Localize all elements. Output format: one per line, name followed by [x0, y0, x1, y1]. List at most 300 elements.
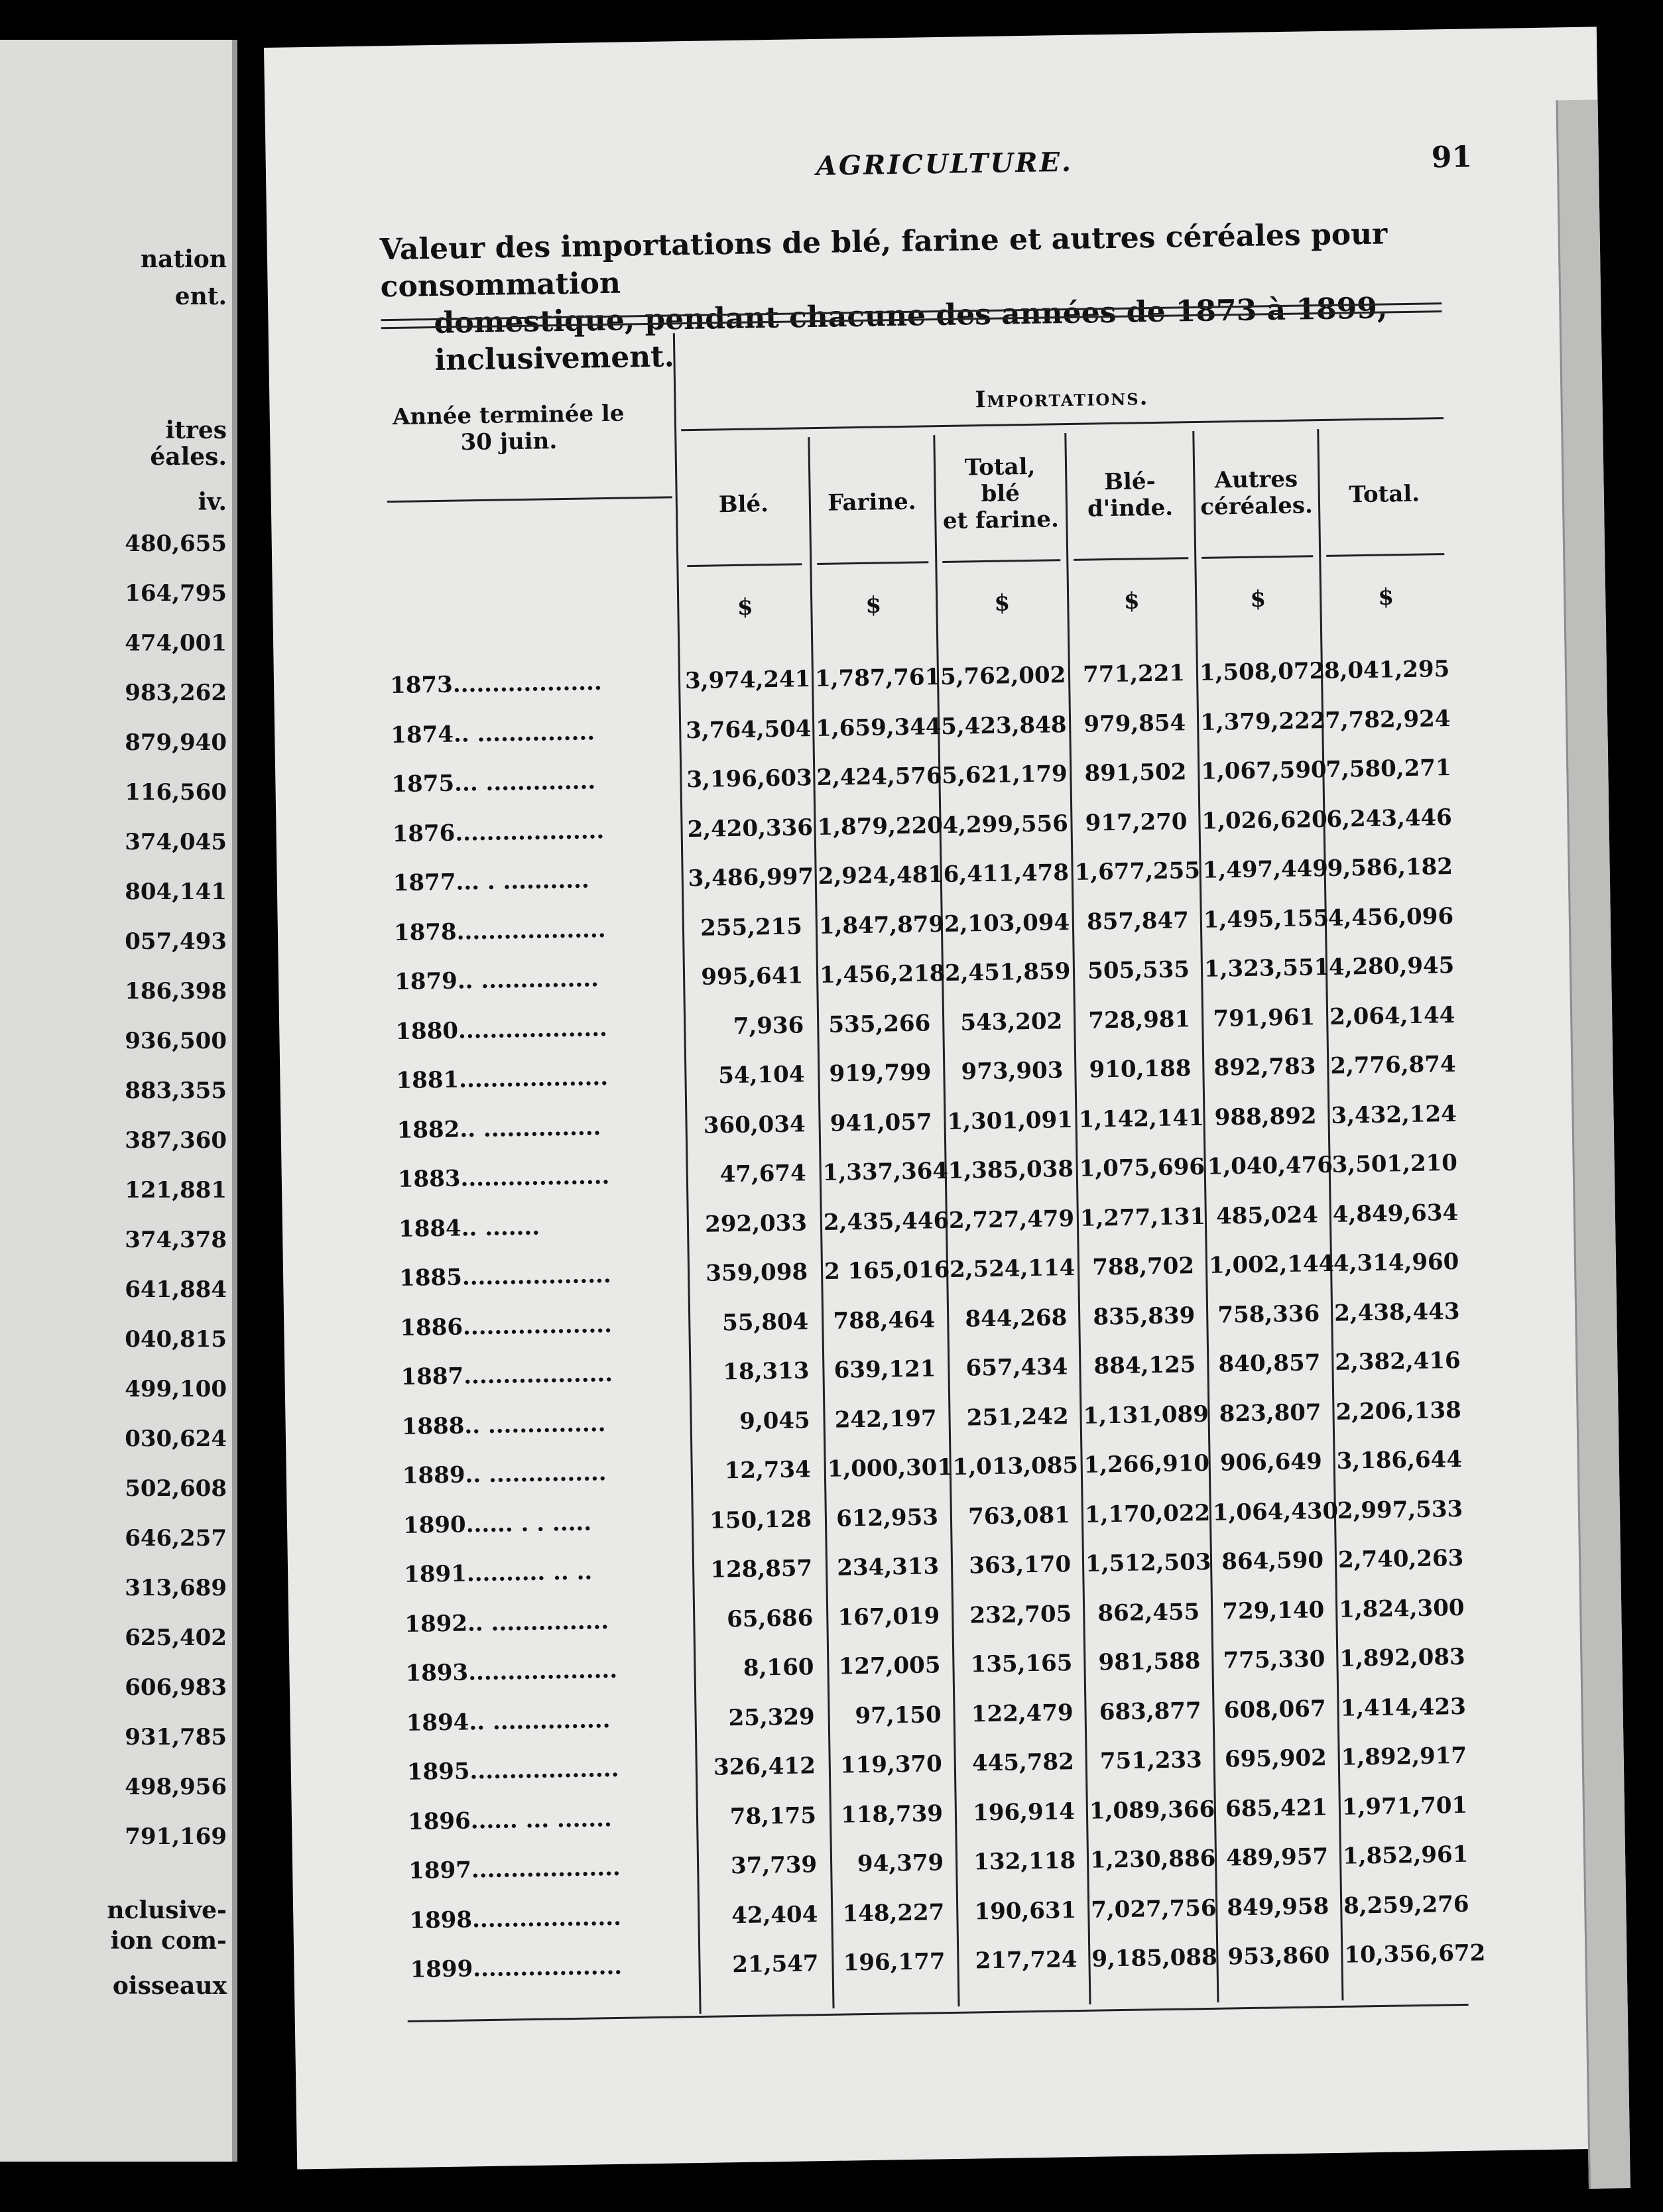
cell-1885-col-4: 788,702	[1091, 1253, 1195, 1281]
facing-header-2: ent.	[174, 282, 227, 310]
leader-dots: ...................	[462, 1262, 611, 1291]
facing-value: 374,045	[125, 829, 227, 855]
table-caption	[379, 215, 1442, 380]
cell-1893-col-3: 135,165	[970, 1650, 1073, 1678]
column-header-underline-1	[687, 563, 802, 567]
row-year-1894	[406, 1707, 610, 1737]
book-page	[264, 27, 1630, 2169]
cell-1889-col-2: 1,000,301	[827, 1453, 954, 1483]
year-label: 1895	[406, 1758, 470, 1786]
cell-1885-col-3: 2,524,114	[949, 1255, 1076, 1283]
cell-1894-col-1: 25,329	[728, 1703, 815, 1731]
cell-1894-col-4: 683,877	[1099, 1697, 1201, 1726]
year-label: 1874	[390, 721, 454, 749]
cell-1873-col-6: 8,041,295	[1324, 656, 1450, 684]
cell-1877-col-5: 1,497,449	[1202, 855, 1329, 884]
cell-1889-col-5: 906,649	[1219, 1448, 1323, 1477]
leader-dots: ...................	[463, 1360, 613, 1390]
cell-1874-col-4: 979,854	[1083, 709, 1186, 738]
column-header-4-line-1: Blé-	[1103, 467, 1156, 496]
facing-col-unit: iv.	[198, 488, 227, 516]
cell-1880-col-1: 7,936	[733, 1011, 804, 1040]
cell-1880-col-5: 791,961	[1213, 1003, 1316, 1032]
cell-1899-col-6: 10,356,672	[1344, 1939, 1486, 1969]
year-label: 1880	[395, 1017, 459, 1045]
cell-1877-col-3: 6,411,478	[943, 859, 1070, 889]
cell-1886-col-2: 788,464	[833, 1306, 936, 1335]
cell-1882-col-5: 988,892	[1214, 1102, 1317, 1131]
column-header-underline-4	[1074, 557, 1188, 561]
column-header-underline-6	[1326, 553, 1444, 557]
row-year-1885	[399, 1262, 611, 1292]
cell-1889-col-1: 12,734	[724, 1456, 812, 1485]
leader-dots: ...................	[460, 1163, 610, 1192]
cell-1884-col-2: 2,435,446	[823, 1207, 950, 1236]
year-label: 1887	[400, 1363, 464, 1391]
row-year-1876	[392, 818, 604, 847]
unit-label-1: $	[737, 593, 753, 621]
facing-value: 040,815	[125, 1326, 227, 1353]
facing-value: 374,378	[125, 1227, 227, 1253]
bottom-rule	[408, 2004, 1469, 2022]
leader-dots: ... ..............	[454, 768, 596, 797]
cell-1885-col-6: 4,314,960	[1333, 1248, 1459, 1277]
column-header-6	[1321, 480, 1447, 509]
cell-1888-col-3: 251,242	[966, 1402, 1069, 1432]
cell-1888-col-5: 823,807	[1219, 1398, 1322, 1428]
cell-1883-col-6: 3,501,210	[1331, 1149, 1458, 1178]
facing-footer-3: oisseaux	[112, 1972, 227, 2000]
row-year-1887	[400, 1361, 613, 1390]
row-year-1879	[395, 965, 599, 995]
year-label: 1877	[393, 869, 456, 897]
row-year-1880	[395, 1015, 607, 1045]
cell-1894-col-2: 97,150	[855, 1701, 942, 1729]
facing-value: 625,402	[125, 1625, 227, 1651]
column-header-3-line-1: Total,	[964, 453, 1036, 481]
column-header-2	[812, 488, 932, 517]
leader-dots: ...................	[472, 1953, 623, 1983]
unit-label-6: $	[1378, 584, 1394, 611]
cell-1898-col-1: 42,404	[731, 1900, 818, 1929]
year-underline	[387, 496, 672, 503]
cell-1876-col-6: 6,243,446	[1326, 804, 1453, 833]
cell-1892-col-3: 232,705	[969, 1600, 1072, 1629]
facing-value: 313,689	[125, 1575, 227, 1601]
cell-1875-col-5: 1,067,590	[1201, 756, 1327, 785]
facing-value: 804,141	[125, 879, 227, 905]
cell-1881-col-6: 2,776,874	[1330, 1050, 1456, 1079]
leader-dots: ...................	[467, 1656, 618, 1686]
cell-1890-col-5: 1,064,430	[1212, 1497, 1339, 1526]
column-header-2-line-1: Farine.	[827, 488, 916, 517]
cell-1885-col-5: 1,002,144	[1208, 1250, 1335, 1279]
facing-value: 936,500	[125, 1028, 227, 1054]
column-header-4-line-2: d'inde.	[1087, 494, 1174, 522]
cell-1881-col-4: 910,188	[1089, 1055, 1192, 1083]
cell-1882-col-2: 941,057	[830, 1108, 932, 1137]
cell-1886-col-4: 835,839	[1093, 1302, 1196, 1331]
cell-1873-col-2: 1,787,761	[814, 664, 941, 693]
leader-dots: ...................	[462, 1311, 613, 1341]
cell-1874-col-3: 5,423,848	[940, 711, 1067, 740]
facing-page	[0, 40, 237, 2162]
row-year-1883	[398, 1163, 610, 1193]
row-year-1899	[410, 1953, 622, 1983]
column-header-6-line-1: Total.	[1349, 480, 1420, 509]
cell-1893-col-1: 8,160	[743, 1654, 814, 1682]
facing-header-1: nation	[141, 245, 227, 273]
year-label: 1882	[397, 1116, 460, 1144]
year-label: 1889	[402, 1461, 465, 1489]
facing-value: 116,560	[125, 779, 227, 806]
cell-1888-col-1: 9,045	[739, 1406, 810, 1435]
year-label: 1883	[397, 1165, 461, 1194]
cell-1892-col-4: 862,455	[1097, 1598, 1200, 1627]
cell-1875-col-1: 3,196,603	[686, 765, 812, 794]
unit-label-4: $	[1123, 587, 1140, 615]
row-year-1878	[394, 916, 606, 946]
row-year-1892	[404, 1608, 609, 1638]
cell-1875-col-2: 2,424,576	[816, 763, 942, 792]
unit-label-5: $	[1250, 585, 1266, 613]
cell-1892-col-5: 729,140	[1222, 1596, 1325, 1625]
facing-value: 879,940	[125, 729, 227, 756]
year-label: 1873	[389, 671, 454, 700]
leader-dots: ...................	[454, 817, 605, 847]
cell-1895-col-5: 695,902	[1224, 1745, 1327, 1773]
facing-value: 883,355	[125, 1077, 227, 1104]
column-header-1	[682, 490, 806, 519]
cell-1887-col-1: 18,313	[723, 1357, 810, 1386]
year-label: 1894	[406, 1708, 469, 1737]
cell-1883-col-2: 1,337,364	[822, 1158, 949, 1186]
row-year-1884	[399, 1213, 540, 1242]
cell-1881-col-3: 973,903	[961, 1057, 1064, 1085]
row-year-1874	[391, 719, 595, 749]
cell-1890-col-2: 612,953	[835, 1503, 939, 1532]
row-year-1873	[390, 669, 602, 699]
cell-1883-col-3: 1,385,038	[948, 1156, 1074, 1185]
year-label: 1893	[405, 1659, 469, 1687]
leader-dots: .. ...............	[457, 965, 599, 995]
year-label: 1879	[394, 967, 458, 996]
year-header-line-2: 30 juin.	[460, 428, 558, 456]
cell-1894-col-3: 122,479	[971, 1699, 1074, 1728]
cell-1891-col-5: 864,590	[1221, 1547, 1324, 1575]
year-header	[385, 400, 631, 457]
year-label: 1888	[401, 1412, 465, 1440]
cell-1897-col-6: 1,852,961	[1342, 1841, 1469, 1870]
year-label: 1885	[399, 1264, 463, 1292]
facing-value: 646,257	[125, 1525, 227, 1552]
year-label: 1878	[393, 918, 457, 946]
cell-1899-col-4: 9,185,088	[1091, 1943, 1218, 1973]
cell-1884-col-4: 1,277,131	[1079, 1203, 1206, 1232]
cell-1886-col-3: 844,268	[965, 1304, 1068, 1333]
row-year-1893	[405, 1657, 617, 1687]
cell-1898-col-6: 8,259,276	[1343, 1890, 1469, 1920]
cell-1895-col-1: 326,412	[713, 1752, 816, 1781]
facing-value: 791,169	[125, 1823, 227, 1850]
cell-1879-col-2: 1,456,218	[819, 960, 946, 989]
cell-1887-col-2: 639,121	[833, 1355, 936, 1384]
group-underline	[681, 417, 1444, 431]
cell-1887-col-6: 2,382,416	[1335, 1347, 1461, 1376]
facing-col-2: éales.	[150, 443, 227, 471]
group-header: Importations.	[975, 384, 1149, 414]
row-year-1886	[400, 1311, 612, 1341]
cell-1876-col-2: 1,879,220	[817, 812, 944, 841]
column-header-3	[937, 453, 1064, 534]
cell-1897-col-5: 489,957	[1225, 1843, 1329, 1872]
cell-1887-col-4: 884,125	[1093, 1351, 1196, 1380]
cell-1880-col-6: 2,064,144	[1329, 1001, 1455, 1030]
cell-1890-col-4: 1,170,022	[1084, 1499, 1211, 1528]
cell-1895-col-3: 445,782	[971, 1749, 1075, 1777]
leader-dots: .. .......	[461, 1213, 540, 1242]
facing-value: 983,262	[125, 680, 227, 706]
leader-dots: ... . ...........	[456, 867, 589, 896]
year-label: 1890	[402, 1510, 466, 1539]
cell-1891-col-6: 2,740,263	[1337, 1544, 1464, 1573]
leader-dots: ...... . . .....	[465, 1509, 592, 1538]
cell-1876-col-4: 917,270	[1085, 808, 1188, 837]
cell-1894-col-5: 608,067	[1223, 1695, 1326, 1724]
cell-1898-col-2: 148,227	[842, 1898, 945, 1928]
cell-1883-col-1: 47,674	[719, 1160, 807, 1188]
cell-1879-col-4: 505,535	[1087, 956, 1190, 985]
cell-1895-col-2: 119,370	[839, 1751, 943, 1779]
cell-1878-col-1: 255,215	[700, 912, 803, 942]
unit-label-2: $	[865, 591, 882, 619]
facing-value: 387,360	[125, 1127, 227, 1154]
cell-1873-col-1: 3,974,241	[684, 666, 811, 695]
leader-dots: ...... ... .......	[470, 1805, 613, 1834]
cell-1889-col-3: 1,013,085	[952, 1451, 1079, 1481]
cell-1891-col-4: 1,512,503	[1085, 1548, 1211, 1577]
row-year-1896	[408, 1806, 612, 1835]
year-label: 1898	[409, 1906, 473, 1934]
facing-value: 030,624	[125, 1426, 227, 1452]
cell-1888-col-4: 1,131,089	[1083, 1400, 1209, 1430]
year-label: 1897	[408, 1857, 472, 1884]
page-number: 91	[1431, 140, 1473, 175]
year-label: 1884	[398, 1215, 462, 1243]
leader-dots: ...................	[469, 1755, 619, 1785]
row-year-1890	[403, 1509, 592, 1538]
cell-1881-col-5: 892,783	[1213, 1053, 1316, 1081]
column-header-underline-2	[817, 561, 928, 565]
leader-dots: ...................	[471, 1854, 621, 1884]
cell-1874-col-2: 1,659,344	[815, 713, 942, 742]
year-label: 1886	[400, 1314, 463, 1341]
row-year-1888	[401, 1410, 605, 1440]
cell-1885-col-1: 359,098	[706, 1259, 808, 1287]
cell-1879-col-5: 1,323,551	[1203, 953, 1330, 983]
cell-1887-col-3: 657,434	[965, 1353, 1068, 1382]
facing-value: 502,608	[125, 1475, 227, 1502]
cell-1876-col-1: 2,420,336	[687, 814, 814, 843]
leader-dots: .......... .. ..	[466, 1558, 593, 1587]
leader-dots: .. ...............	[453, 718, 595, 748]
cell-1878-col-3: 2,103,094	[944, 908, 1070, 938]
leader-dots: ...................	[456, 916, 606, 946]
cell-1880-col-3: 543,202	[960, 1007, 1063, 1036]
cell-1880-col-4: 728,981	[1088, 1005, 1191, 1034]
caption-line-2: domestique, pendant chacune des années de 1873 à 1899, inclusivement.	[434, 291, 1388, 378]
cell-1874-col-6: 7,782,924	[1324, 705, 1451, 734]
cell-1891-col-1: 128,857	[710, 1555, 813, 1583]
column-header-underline-3	[942, 559, 1060, 563]
year-label: 1891	[403, 1560, 467, 1588]
year-header-line-1: Année terminée le	[392, 400, 625, 431]
cell-1896-col-4: 1,089,366	[1089, 1796, 1215, 1825]
cell-1886-col-5: 758,336	[1217, 1300, 1320, 1329]
row-year-1881	[396, 1064, 608, 1094]
cell-1887-col-5: 840,857	[1218, 1349, 1321, 1378]
row-year-1898	[409, 1904, 621, 1934]
facing-value: 186,398	[125, 978, 227, 1005]
cell-1894-col-6: 1,414,423	[1340, 1693, 1467, 1722]
row-year-1889	[402, 1459, 607, 1489]
cell-1886-col-1: 55,804	[721, 1308, 809, 1336]
cell-1884-col-5: 485,024	[1215, 1201, 1319, 1230]
cell-1893-col-4: 981,588	[1098, 1648, 1201, 1676]
cell-1892-col-2: 167,019	[837, 1602, 940, 1631]
facing-col-1: itres	[165, 416, 227, 444]
leader-dots: .. ...............	[465, 1459, 607, 1489]
cell-1875-col-6: 7,580,271	[1325, 755, 1451, 783]
cell-1876-col-3: 4,299,556	[942, 810, 1069, 839]
cell-1896-col-2: 118,739	[840, 1800, 944, 1829]
cell-1879-col-3: 2,451,859	[944, 958, 1071, 987]
year-label: 1876	[392, 820, 456, 847]
facing-value: 641,884	[125, 1276, 227, 1303]
cell-1897-col-2: 94,379	[857, 1849, 944, 1878]
column-header-1-line-1: Blé.	[718, 491, 769, 519]
cell-1881-col-2: 919,799	[829, 1059, 932, 1087]
cell-1890-col-3: 763,081	[967, 1501, 1071, 1530]
facing-value: 931,785	[125, 1724, 227, 1751]
cell-1892-col-1: 65,686	[726, 1604, 814, 1632]
cell-1899-col-3: 217,724	[975, 1946, 1078, 1975]
cell-1883-col-5: 1,040,476	[1207, 1151, 1333, 1180]
cell-1882-col-3: 1,301,091	[947, 1106, 1074, 1135]
cell-1886-col-6: 2,438,443	[1333, 1298, 1460, 1327]
cell-1893-col-5: 775,330	[1223, 1646, 1325, 1674]
cell-1897-col-4: 1,230,886	[1089, 1845, 1216, 1874]
cell-1873-col-4: 771,221	[1082, 660, 1186, 688]
facing-value: 121,881	[125, 1177, 227, 1203]
facing-value: 480,655	[125, 530, 227, 557]
column-header-3-line-3: et farine.	[942, 506, 1060, 535]
facing-value: 164,795	[125, 580, 227, 607]
leader-dots: .. ...............	[464, 1410, 606, 1440]
cell-1877-col-4: 1,677,255	[1074, 857, 1201, 886]
cell-1896-col-3: 196,914	[972, 1798, 1076, 1827]
row-year-1877	[393, 867, 589, 896]
column-header-5-line-1: Autres	[1214, 465, 1298, 494]
year-label: 1892	[404, 1609, 468, 1638]
cell-1877-col-2: 2,924,481	[818, 861, 944, 891]
cell-1895-col-4: 751,233	[1099, 1747, 1203, 1775]
cell-1884-col-1: 292,033	[704, 1209, 808, 1238]
cell-1896-col-5: 685,421	[1225, 1794, 1328, 1823]
leader-dots: ...................	[458, 1064, 609, 1093]
cell-1889-col-4: 1,266,910	[1083, 1449, 1210, 1479]
cell-1878-col-2: 1,847,879	[818, 910, 945, 940]
cell-1883-col-4: 1,075,696	[1079, 1153, 1205, 1182]
facing-value: 474,001	[125, 630, 227, 656]
cell-1888-col-6: 2,206,138	[1335, 1396, 1462, 1426]
year-label: 1875	[391, 770, 455, 798]
cell-1899-col-1: 21,547	[732, 1950, 819, 1979]
cell-1892-col-6: 1,824,300	[1338, 1594, 1465, 1623]
cell-1891-col-2: 234,313	[837, 1553, 940, 1581]
cell-1882-col-4: 1,142,141	[1078, 1104, 1205, 1133]
page-edges	[1556, 99, 1630, 2189]
cell-1896-col-1: 78,175	[729, 1802, 817, 1830]
cell-1875-col-4: 891,502	[1084, 759, 1187, 787]
facing-footer-2: ion com-	[110, 1927, 227, 1955]
cell-1875-col-3: 5,621,179	[942, 761, 1068, 790]
cell-1874-col-5: 1,379,222	[1200, 707, 1326, 736]
cell-1890-col-6: 2,997,533	[1337, 1495, 1463, 1524]
column-header-5	[1196, 465, 1316, 521]
cell-1879-col-6: 4,280,945	[1328, 952, 1455, 981]
running-head: AGRICULTURE.	[816, 146, 1074, 182]
cell-1893-col-2: 127,005	[838, 1652, 941, 1680]
leader-dots: ...................	[452, 669, 602, 698]
column-header-5-line-2: céréales.	[1200, 492, 1314, 521]
cell-1881-col-1: 54,104	[717, 1061, 805, 1089]
cell-1885-col-2: 2 165,016	[824, 1256, 950, 1285]
year-label: 1896	[407, 1807, 471, 1835]
row-year-1882	[397, 1114, 601, 1144]
column-header-underline-5	[1201, 555, 1313, 559]
cell-1878-col-4: 857,847	[1086, 906, 1190, 936]
cell-1898-col-3: 190,631	[974, 1896, 1077, 1926]
facing-value: 498,956	[125, 1774, 227, 1800]
cell-1891-col-3: 363,170	[968, 1551, 1072, 1579]
cell-1899-col-2: 196,177	[843, 1948, 946, 1977]
facing-value: 499,100	[125, 1376, 227, 1402]
leader-dots: .. ...............	[467, 1607, 609, 1636]
cell-1877-col-6: 9,586,182	[1327, 853, 1453, 882]
cell-1897-col-1: 37,739	[730, 1851, 818, 1880]
cell-1896-col-6: 1,971,701	[1341, 1792, 1468, 1821]
leader-dots: .. ...............	[469, 1706, 611, 1735]
row-year-1897	[408, 1855, 621, 1884]
cell-1897-col-3: 132,118	[973, 1847, 1076, 1876]
cell-1874-col-1: 3,764,504	[685, 715, 812, 744]
cell-1895-col-6: 1,892,917	[1341, 1742, 1467, 1771]
cell-1890-col-1: 150,128	[709, 1505, 812, 1534]
row-year-1875	[391, 768, 595, 798]
cell-1873-col-3: 5,762,002	[940, 662, 1066, 691]
cell-1888-col-2: 242,197	[834, 1404, 937, 1434]
column-header-3-line-2: blé	[981, 480, 1020, 508]
cell-1882-col-6: 3,432,124	[1331, 1100, 1457, 1129]
cell-1884-col-3: 2,727,479	[948, 1205, 1075, 1234]
cell-1879-col-1: 995,641	[701, 962, 804, 991]
cell-1898-col-4: 7,027,756	[1090, 1894, 1217, 1924]
year-label: 1899	[410, 1955, 473, 1983]
column-header-4	[1068, 467, 1192, 522]
cell-1898-col-5: 849,958	[1227, 1892, 1329, 1922]
leader-dots: .. ...............	[459, 1113, 601, 1143]
